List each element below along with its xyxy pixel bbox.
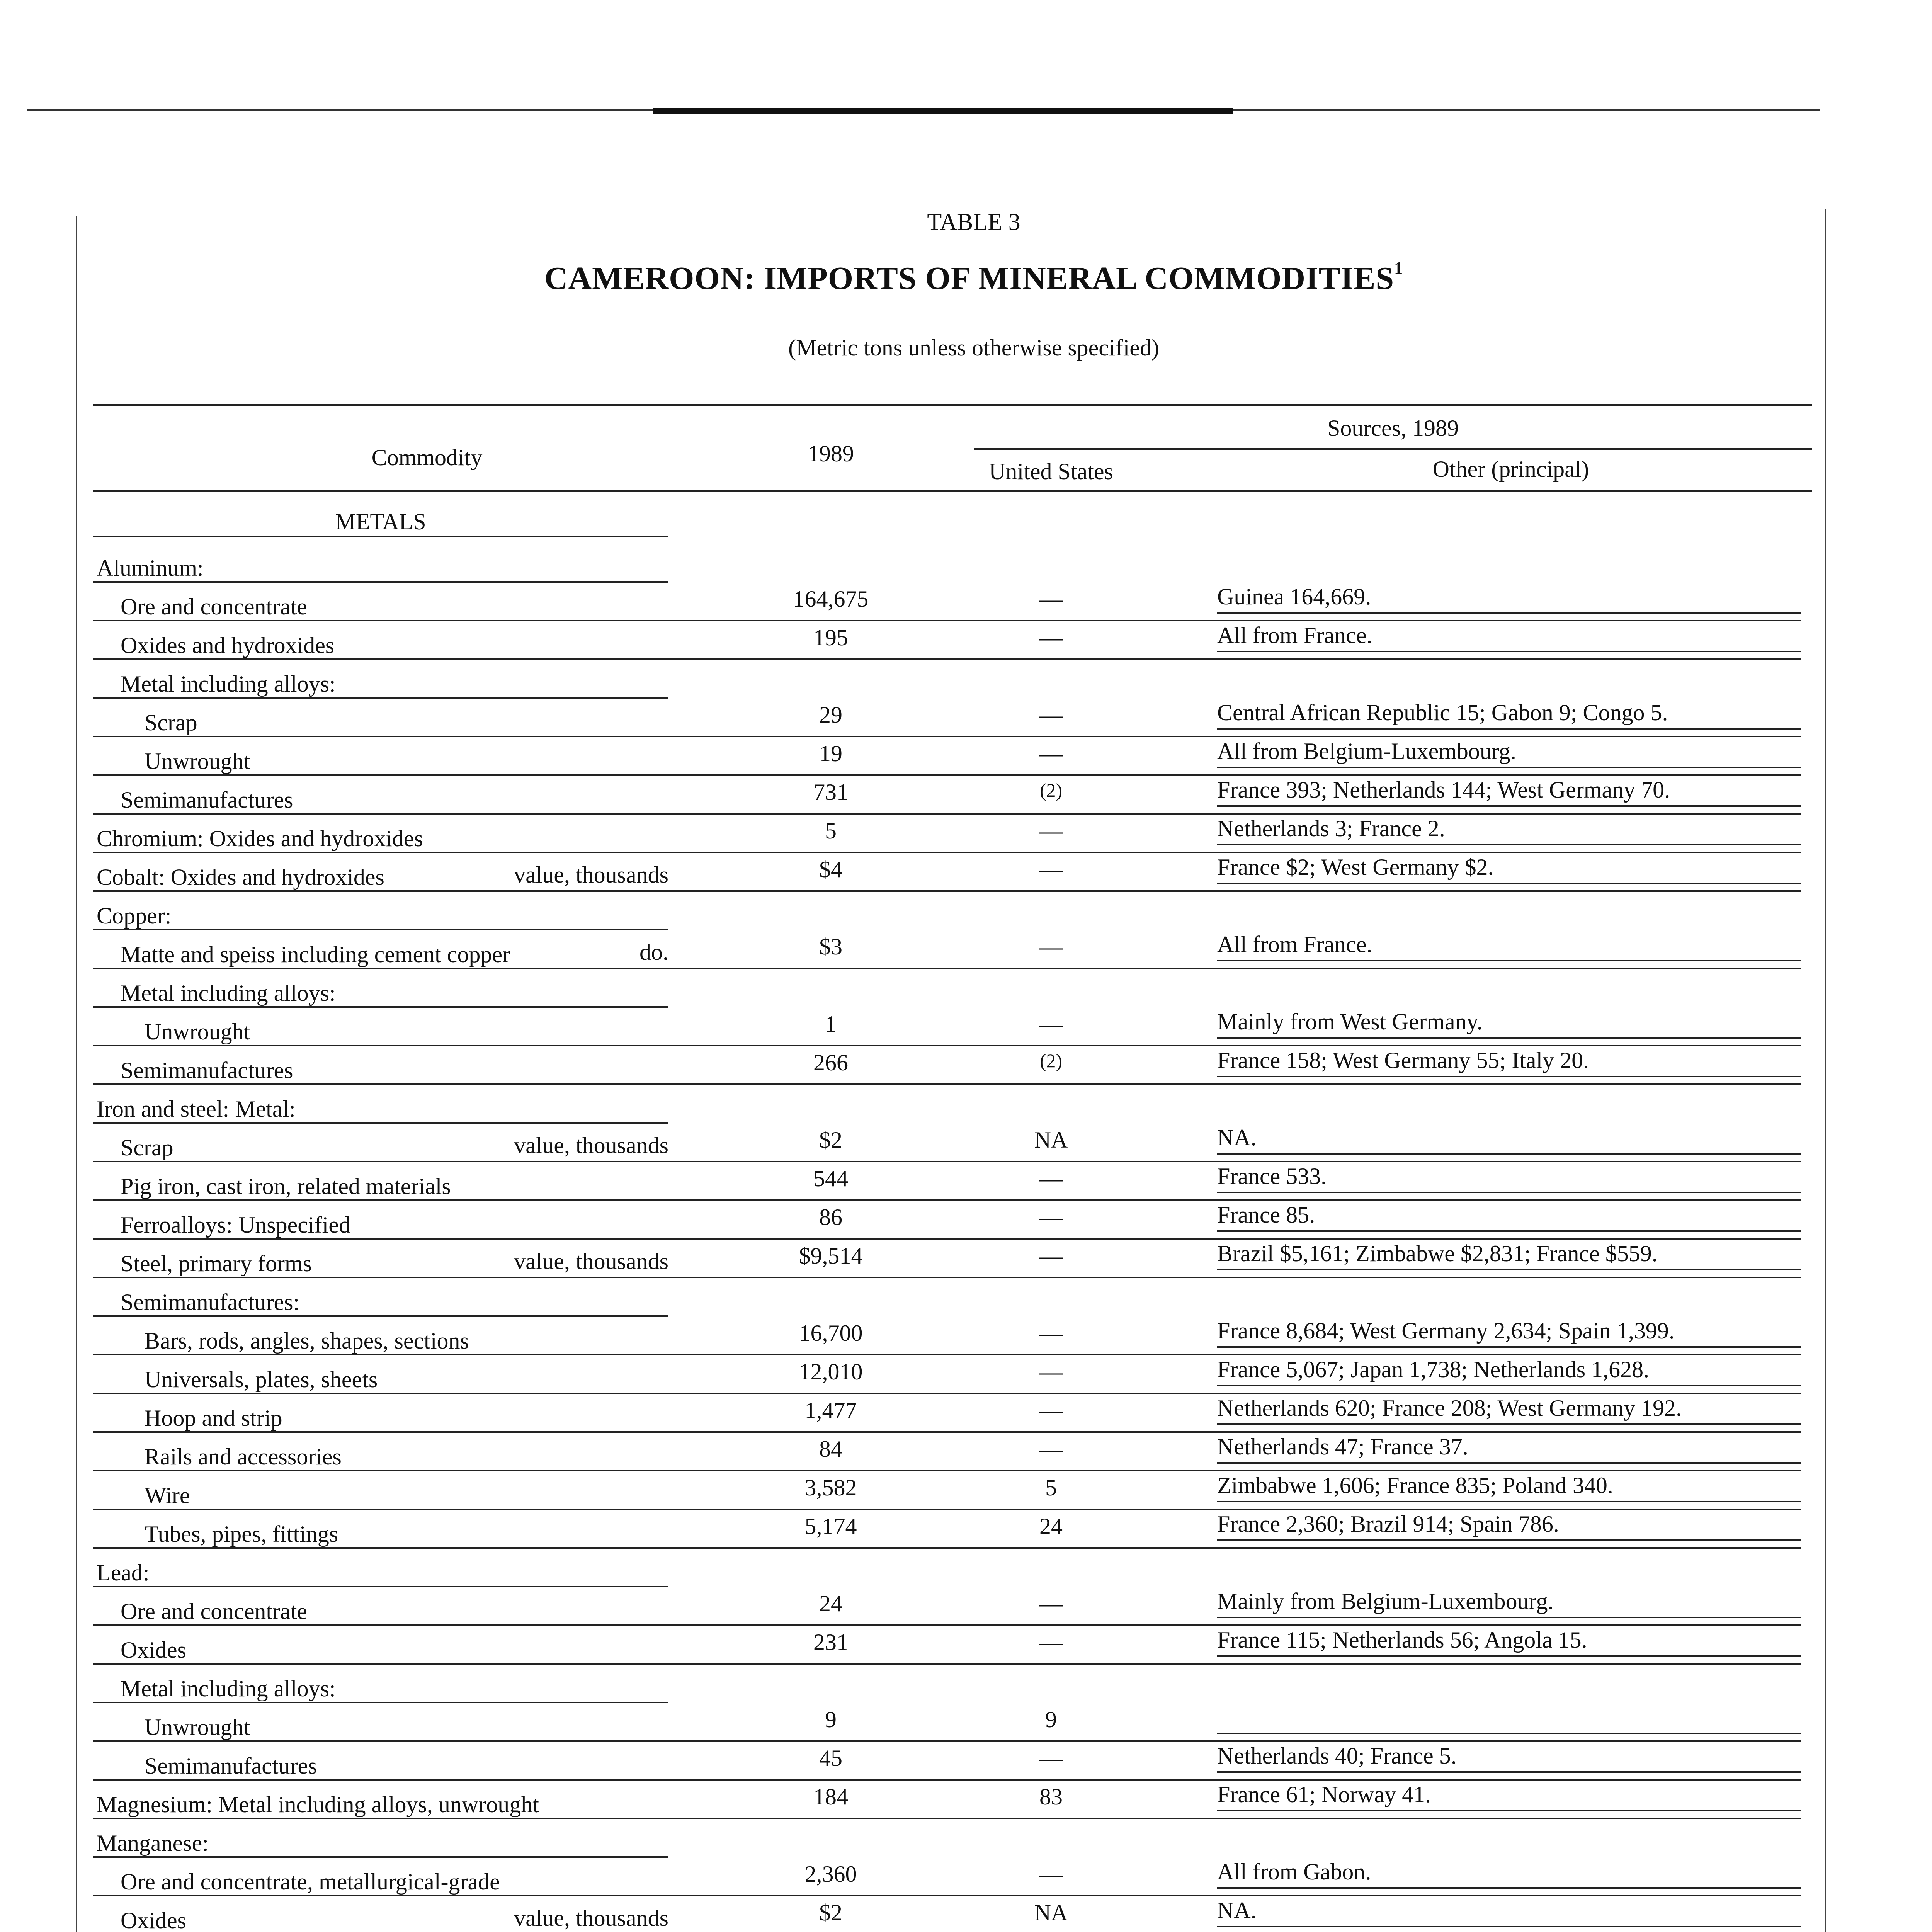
cell-other: Mainly from West Germany. (1217, 1009, 1483, 1034)
row-label: Unwrought (145, 1019, 250, 1044)
row-rule (93, 658, 1801, 660)
row-rule (93, 1818, 1801, 1819)
cell-other: Zimbabwe 1,606; France 835; Poland 340. (1217, 1473, 1613, 1498)
row-label: Lead: (97, 1560, 150, 1585)
row-label: Metal including alloys: (121, 980, 336, 1006)
row-rule (93, 1393, 1801, 1394)
cell-us: — (1039, 857, 1063, 882)
cell-us: — (1039, 1591, 1063, 1616)
row-rule (93, 890, 1801, 892)
cell-1989: $9,514 (799, 1243, 863, 1269)
row-label: Metal including alloys: (121, 671, 336, 697)
row-label: Semimanufactures (145, 1753, 317, 1779)
row-rule (93, 1702, 668, 1703)
cell-us: — (1039, 1861, 1063, 1887)
cell-other: Netherlands 620; France 208; West Germany 192. (1217, 1395, 1682, 1421)
row-rule-other (1217, 1423, 1801, 1425)
cell-1989: 231 (813, 1629, 848, 1655)
cell-1989: $4 (819, 857, 842, 882)
row-label: Oxides (121, 1637, 186, 1663)
row-label: Unwrought (145, 748, 250, 774)
cell-us: — (1039, 586, 1063, 612)
cell-us: — (1039, 1166, 1063, 1191)
row-label: Matte and speiss including cement copper (121, 942, 510, 967)
row-rule (93, 774, 1801, 776)
cell-1989: 16,700 (799, 1320, 863, 1346)
row-rule-other (1217, 844, 1801, 845)
row-rule-other (1217, 1617, 1801, 1618)
col-header-other: Other (principal) (1432, 456, 1589, 482)
row-label: Semimanufactures: (121, 1289, 300, 1315)
row-label: Hoop and strip (145, 1405, 282, 1431)
cell-other: Netherlands 40; France 5. (1217, 1743, 1457, 1769)
cell-1989: 1 (825, 1011, 837, 1037)
cell-1989: 164,675 (793, 586, 869, 612)
row-rule-other (1217, 805, 1801, 807)
row-rule (93, 1509, 1801, 1510)
row-label: Wire (145, 1483, 190, 1508)
cell-1989: 544 (813, 1166, 848, 1191)
cell-other: Mainly from Belgium-Luxembourg. (1217, 1588, 1554, 1614)
cell-other: France 85. (1217, 1202, 1315, 1228)
row-rule-other (1217, 612, 1801, 614)
cell-other: France 393; Netherlands 144; West Germany 70. (1217, 777, 1670, 803)
cell-1989: 29 (819, 702, 842, 728)
section-metals: METALS (335, 509, 426, 534)
cell-1989: 45 (819, 1745, 842, 1771)
cell-other: All from Belgium-Luxembourg. (1217, 738, 1516, 764)
row-label: Manganese: (97, 1830, 209, 1856)
row-rule-other (1217, 651, 1801, 652)
row-rule-other (1217, 1926, 1801, 1927)
cell-1989: 84 (819, 1436, 842, 1462)
row-rule (93, 1354, 1801, 1355)
row-label: Ore and concentrate (121, 1599, 308, 1624)
cell-us: NA (1034, 1127, 1068, 1153)
row-rule (93, 697, 668, 699)
row-unit: value, thousands (514, 1133, 668, 1158)
cell-us: — (1039, 1629, 1063, 1655)
row-label: Semimanufactures (121, 1058, 293, 1083)
row-rule (93, 1238, 1801, 1240)
cell-1989: 266 (813, 1050, 848, 1075)
row-label: Chromium: Oxides and hydroxides (97, 826, 423, 851)
title-footnote-marker: 1 (1394, 259, 1403, 277)
col-header-commodity: Commodity (371, 445, 483, 470)
cell-us: 9 (1045, 1707, 1057, 1732)
row-rule (93, 1586, 668, 1587)
cell-1989: $2 (819, 1127, 842, 1153)
cell-us: — (1039, 1320, 1063, 1346)
row-rule (93, 1663, 1801, 1665)
row-rule (93, 736, 1801, 737)
cell-1989: 3,582 (804, 1475, 857, 1500)
row-rule-other (1217, 1655, 1801, 1657)
row-rule (93, 620, 1801, 621)
row-rule (93, 1779, 1801, 1781)
col-header-sources: Sources, 1989 (1327, 415, 1459, 441)
row-rule (93, 1624, 1801, 1626)
cell-us: (2) (1039, 779, 1063, 801)
row-rule-other (1217, 767, 1801, 768)
cell-us: 24 (1039, 1514, 1063, 1539)
cell-1989: 5,174 (804, 1514, 857, 1539)
row-label: Copper: (97, 903, 172, 929)
row-label: Scrap (145, 710, 197, 735)
row-rule (93, 1547, 1801, 1549)
cell-1989: 195 (813, 625, 848, 650)
row-rule (93, 1470, 1801, 1471)
cell-other: Guinea 164,669. (1217, 584, 1371, 609)
row-rule (93, 1122, 668, 1124)
cell-1989: 9 (825, 1707, 837, 1732)
table-number: TABLE 3 (927, 209, 1020, 235)
row-rule (93, 581, 668, 583)
row-label: Metal including alloys: (121, 1676, 336, 1701)
cell-other: France 115; Netherlands 56; Angola 15. (1217, 1627, 1587, 1653)
row-rule-other (1217, 1346, 1801, 1348)
cell-other: NA. (1217, 1125, 1257, 1150)
cell-other: Central African Republic 15; Gabon 9; Congo 5. (1217, 700, 1668, 725)
cell-other: France 8,684; West Germany 2,634; Spain 1,399. (1217, 1318, 1675, 1344)
row-rule-other (1217, 1230, 1801, 1232)
cell-other: France 2,360; Brazil 914; Spain 786. (1217, 1511, 1559, 1537)
row-rule-other (1217, 1771, 1801, 1773)
cell-other: All from France. (1217, 932, 1372, 957)
row-label: Unwrought (145, 1714, 250, 1740)
row-label: Universals, plates, sheets (145, 1367, 378, 1392)
cell-us: — (1039, 1204, 1063, 1230)
cell-other: Brazil $5,161; Zimbabwe $2,831; France $559. (1217, 1241, 1658, 1266)
cell-1989: $3 (819, 934, 842, 959)
cell-other: Netherlands 47; France 37. (1217, 1434, 1468, 1459)
cell-1989: 731 (813, 779, 848, 805)
row-label: Ferroalloys: Unspecified (121, 1212, 350, 1238)
row-label: Ore and concentrate, metallurgical-grade (121, 1869, 500, 1895)
col-header-1989: 1989 (808, 441, 854, 466)
row-rule (93, 1083, 1801, 1085)
row-label: Ore and concentrate (121, 594, 308, 619)
cell-other: France 533. (1217, 1163, 1327, 1189)
row-rule-other (1217, 1733, 1801, 1734)
row-rule (93, 1740, 1801, 1742)
row-rule (93, 929, 668, 930)
row-label: Rails and accessories (145, 1444, 342, 1469)
cell-1989: 2,360 (804, 1861, 857, 1887)
row-label: Pig iron, cast iron, related materials (121, 1173, 451, 1199)
row-rule-other (1217, 1037, 1801, 1039)
row-label: Steel, primary forms (121, 1251, 312, 1276)
cell-us: — (1039, 1011, 1063, 1037)
row-rule (93, 1045, 1801, 1046)
cell-us: — (1039, 934, 1063, 959)
cell-other: All from France. (1217, 622, 1372, 648)
cell-us: (2) (1039, 1050, 1063, 1071)
row-label: Magnesium: Metal including alloys, unwrought (97, 1792, 539, 1817)
row-label: Bars, rods, angles, shapes, sections (145, 1328, 469, 1354)
row-unit: value, thousands (514, 1905, 668, 1931)
cell-us: 5 (1045, 1475, 1057, 1500)
cell-1989: 1,477 (804, 1398, 857, 1423)
cell-1989: 184 (813, 1784, 848, 1810)
row-rule-other (1217, 1269, 1801, 1270)
cell-us: NA (1034, 1900, 1068, 1925)
cell-other: Netherlands 3; France 2. (1217, 816, 1445, 841)
row-label: Oxides and hydroxides (121, 633, 335, 658)
cell-us: — (1039, 818, 1063, 844)
cell-other: All from Gabon. (1217, 1859, 1371, 1884)
cell-1989: 86 (819, 1204, 842, 1230)
row-rule-other (1217, 1385, 1801, 1386)
cell-us: — (1039, 625, 1063, 650)
cell-us: — (1039, 1436, 1063, 1462)
row-label: Scrap (121, 1135, 173, 1160)
table-title-text: CAMEROON: IMPORTS OF MINERAL COMMODITIES (544, 260, 1395, 296)
cell-other: France 158; West Germany 55; Italy 20. (1217, 1048, 1589, 1073)
cell-other: NA. (1217, 1898, 1257, 1923)
row-label: Semimanufactures (121, 787, 293, 813)
row-rule (93, 852, 1801, 853)
cell-1989: 12,010 (799, 1359, 863, 1384)
row-label: Aluminum: (97, 555, 204, 581)
cell-other: France 61; Norway 41. (1217, 1782, 1431, 1807)
cell-us: — (1039, 741, 1063, 766)
cell-1989: $2 (819, 1900, 842, 1925)
row-unit: do. (639, 939, 668, 965)
row-rule (93, 1895, 1801, 1896)
cell-us: — (1039, 1359, 1063, 1384)
row-rule-other (1217, 1501, 1801, 1502)
row-rule-other (1217, 1153, 1801, 1155)
row-rule-other (1217, 1192, 1801, 1193)
row-rule-other (1217, 1539, 1801, 1541)
row-rule (93, 813, 1801, 815)
row-rule (93, 1431, 1801, 1433)
row-rule (93, 1856, 668, 1858)
row-label: Iron and steel: Metal: (97, 1096, 296, 1122)
cell-us: — (1039, 1745, 1063, 1771)
cell-us: — (1039, 1243, 1063, 1269)
row-label: Tubes, pipes, fittings (145, 1521, 338, 1547)
table-subtitle: (Metric tons unless otherwise specified) (788, 335, 1159, 361)
cell-us: 83 (1039, 1784, 1063, 1810)
cell-1989: 5 (825, 818, 837, 844)
row-rule (93, 1199, 1801, 1201)
row-unit: value, thousands (514, 862, 668, 888)
row-label: Oxides (121, 1908, 186, 1932)
row-rule-other (1217, 1810, 1801, 1811)
col-header-us: United States (989, 459, 1113, 484)
row-rule-other (1217, 1462, 1801, 1464)
row-rule (93, 1315, 668, 1317)
row-unit: value, thousands (514, 1248, 668, 1274)
row-rule (93, 1277, 1801, 1278)
cell-us: — (1039, 702, 1063, 728)
cell-1989: 24 (819, 1591, 842, 1616)
cell-1989: 19 (819, 741, 842, 766)
row-rule-other (1217, 883, 1801, 884)
row-rule-other (1217, 728, 1801, 730)
cell-other: France $2; West Germany $2. (1217, 854, 1494, 880)
row-rule-other (1217, 1076, 1801, 1077)
row-label: Cobalt: Oxides and hydroxides (97, 864, 384, 890)
cell-other: France 5,067; Japan 1,738; Netherlands 1,628. (1217, 1357, 1650, 1382)
row-rule (93, 1161, 1801, 1162)
row-rule-other (1217, 960, 1801, 961)
row-rule (93, 1006, 668, 1008)
row-rule (93, 968, 1801, 969)
cell-us: — (1039, 1398, 1063, 1423)
row-rule-other (1217, 1887, 1801, 1889)
